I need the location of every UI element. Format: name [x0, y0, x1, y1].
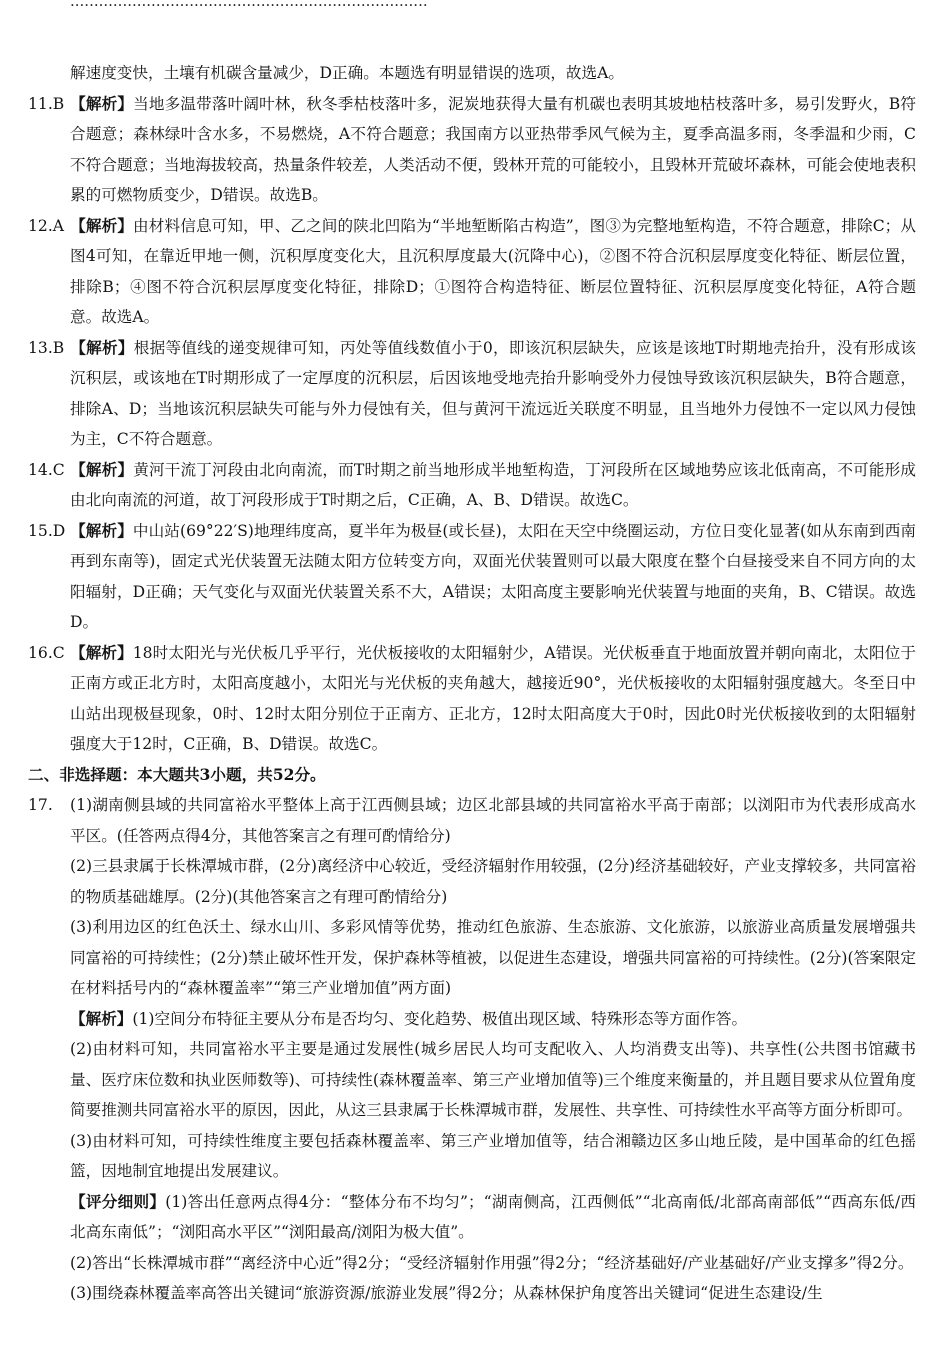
analysis-tag: 【解析】 [70, 337, 134, 357]
analysis-text: 黄河干流丁河段由北向南流，而T时期之前当地形成半地堑构造，丁河段所在区域地势应该北低南高，不可能形成由北向南流的河道，故丁河段形成于T时期之后，C正确，A、B、D错误。故选C。 [70, 460, 916, 509]
answer-item-11 [28, 89, 916, 211]
analysis-tag: 【解析】 [70, 93, 134, 113]
q17-scoring-3: (3)围绕森林覆盖率高答出关键词“旅游资源/旅游业发展”得2分；从森林保护角度答出关键词“促进生态建设/生 [70, 1284, 823, 1302]
question-number: 17. [28, 796, 53, 814]
answer-item-13 [28, 333, 916, 455]
q17-scoring-1 [28, 1187, 916, 1248]
q17-scoring-2: (2)答出“长株潭城市群”“离经济中心近”得2分；“受经济辐射作用强”得2分；“经济基础好/产业基础好/产业支撑多”得2分。 [70, 1253, 914, 1272]
analysis-tag: 【解析】 [70, 215, 134, 235]
q17-analysis-2: (2)由材料可知，共同富裕水平主要是通过发展性(城乡居民人均可支配收入、人均消费支出等)、共享性(公共图书馆藏书量、医疗床位数和执业医师数等)、可持续性(森林覆盖率、第三产业增加值等)三个维度来衡量的，并且题目要求从位置角度简要推测共同富裕水平的原因，因此，从这三县隶属于长株潭城市群，发展性、共享性、可持续性水平高等方面分析即可。 [70, 1040, 916, 1119]
q17-answer-1 [28, 790, 916, 851]
q17-answer-3: (3)利用边区的红色沃土、绿水山川、多彩风情等优势，推动红色旅游、生态旅游、文化旅游，以旅游业高质量发展增强共同富裕的可持续性；(2分)禁止破坏性开发，保护森林等植被，以促进生态建设，增强共同富裕的可持续性。(2分)(答案限定在材料括号内的“森林覆盖率”“第三产业增加值”两方面) [70, 918, 916, 997]
analysis-text: 根据等值线的递变规律可知，丙处等值线数值小于0，即该沉积层缺失，应该是该地T时期地壳抬升，没有形成该沉积层，或该地在T时期形成了一定厚度的沉积层，后因该地受地壳抬升影响受外力侵蚀导致该沉积层缺失，B符合题意，排除A、D；当地该沉积层缺失可能与外力侵蚀有关，但与黄河干流远近关联度不明显，且当地外力侵蚀不一定以风力侵蚀为主，C不符合题意。 [70, 338, 916, 448]
q10-continuation: 解速度变快，土壤有机碳含量减少，D正确。本题选有明显错误的选项，故选A。 [70, 64, 624, 82]
scoring-text: (1)答出任意两点得4分：“整体分布不均匀”；“湖南侧高，江西侧低”“北高南低/北部高南部低”“西高东低/西北高东南低”；“浏阳高水平区”“浏阳最高/浏阳为极大值”。 [70, 1192, 916, 1241]
answer-item-16 [28, 638, 916, 760]
answer-content [28, 58, 916, 1309]
answer-text: (1)湖南侧县域的共同富裕水平整体上高于江西侧县域；边区北部县域的共同富裕水平高于南部；以浏阳市为代表形成高水平区。(任答两点得4分，其他答案言之有理可酌情给分) [70, 796, 916, 845]
analysis-text: 当地多温带落叶阔叶林，秋冬季枯枝落叶多，泥炭地获得大量有机碳也表明其坡地枯枝落叶多，易引发野火，B符合题意；森林绿叶含水多，不易燃烧，A不符合题意；我国南方以亚热带季风气候为主，夏季高温多雨，冬季温和少雨，C不符合题意；当地海拔较高，热量条件较差，人类活动不便，毁林开荒的可能较小，且毁林开荒破坏森林，可能会使地表积累的可燃物质变少，D错误。故选B。 [70, 94, 916, 204]
question-17 [28, 790, 916, 1309]
analysis-tag: 【解析】 [70, 459, 134, 479]
analysis-text: 由材料信息可知，甲、乙之间的陕北凹陷为“半地堑断陷古构造”，图③为完整地堑构造，不符合题意，排除C；从图4可知，在靠近甲地一侧，沉积厚度变化大，且沉积厚度最大(沉降中心)，②图不符合沉积层厚度变化特征、断层位置，排除B；④图不符合沉积层厚度变化特征，排除D；①图符合构造特征、断层位置特征、沉积层厚度变化特征，A符合题意。故选A。 [70, 216, 916, 326]
q17-answer-2: (2)三县隶属于长株潭城市群，(2分)离经济中心较近，受经济辐射作用较强，(2分)经济基础较好，产业支撑较多，共同富裕的物质基础雄厚。(2分)(其他答案言之有理可酌情给分) [70, 857, 916, 906]
cropped-top-line: ........................................................................... [70, 0, 428, 10]
question-number: 12.A [28, 216, 65, 235]
q17-analysis-1 [28, 1004, 916, 1035]
scoring-tag: 【评分细则】 [70, 1191, 166, 1211]
answer-item-12 [28, 211, 916, 333]
q17-analysis-3: (3)由材料可知，可持续性维度主要包括森林覆盖率、第三产业增加值等，结合湘赣边区多山地丘陵，是中国革命的红色摇篮，因地制宜地提出发展建议。 [70, 1131, 916, 1180]
question-number: 13.B [28, 338, 65, 357]
analysis-text: 18时太阳光与光伏板几乎平行，光伏板接收的太阳辐射少，A错误。光伏板垂直于地面放置并朝向南北，太阳位于正南方或正北方时，太阳高度越小，太阳光与光伏板的夹角越大，越接近90°，光伏板接收的太阳辐射强度越大。冬至日中山站出现极昼现象，0时、12时太阳分别位于正南方、正北方，12时太阳高度大于0时，因此0时光伏板接收到的太阳辐射强度大于12时，C正确，B、D错误。故选C。 [70, 643, 916, 753]
question-number: 15.D [28, 521, 66, 540]
question-number: 16.C [28, 643, 65, 662]
choice-answers [28, 89, 916, 760]
analysis-tag: 【解析】 [70, 642, 133, 662]
section-title: 二、非选择题：本大题共3小题，共52分。 [28, 764, 326, 784]
answer-item-14 [28, 455, 916, 516]
analysis-text: (1)空间分布特征主要从分布是否均匀、变化趋势、极值出现区域、特殊形态等方面作答。 [132, 1009, 748, 1028]
question-number: 11.B [28, 94, 65, 113]
analysis-tag: 【解析】 [70, 520, 133, 540]
answer-item-15 [28, 516, 916, 638]
analysis-text: 中山站(69°22′S)地理纬度高，夏半年为极昼(或长昼)，太阳在天空中绕圈运动，方位日变化显著(如从东南到西南再到东南等)，固定式光伏装置无法随太阳方位转变方向，双面光伏装置则可以最大限度在整个白昼接受来自不同方向的太阳辐射，D正确；天气变化与双面光伏装置关系不大，A错误；太阳高度主要影响光伏装置与地面的夹角，B、C错误。故选D。 [70, 521, 916, 631]
question-number: 14.C [28, 460, 65, 479]
analysis-tag: 【解析】 [70, 1008, 133, 1028]
